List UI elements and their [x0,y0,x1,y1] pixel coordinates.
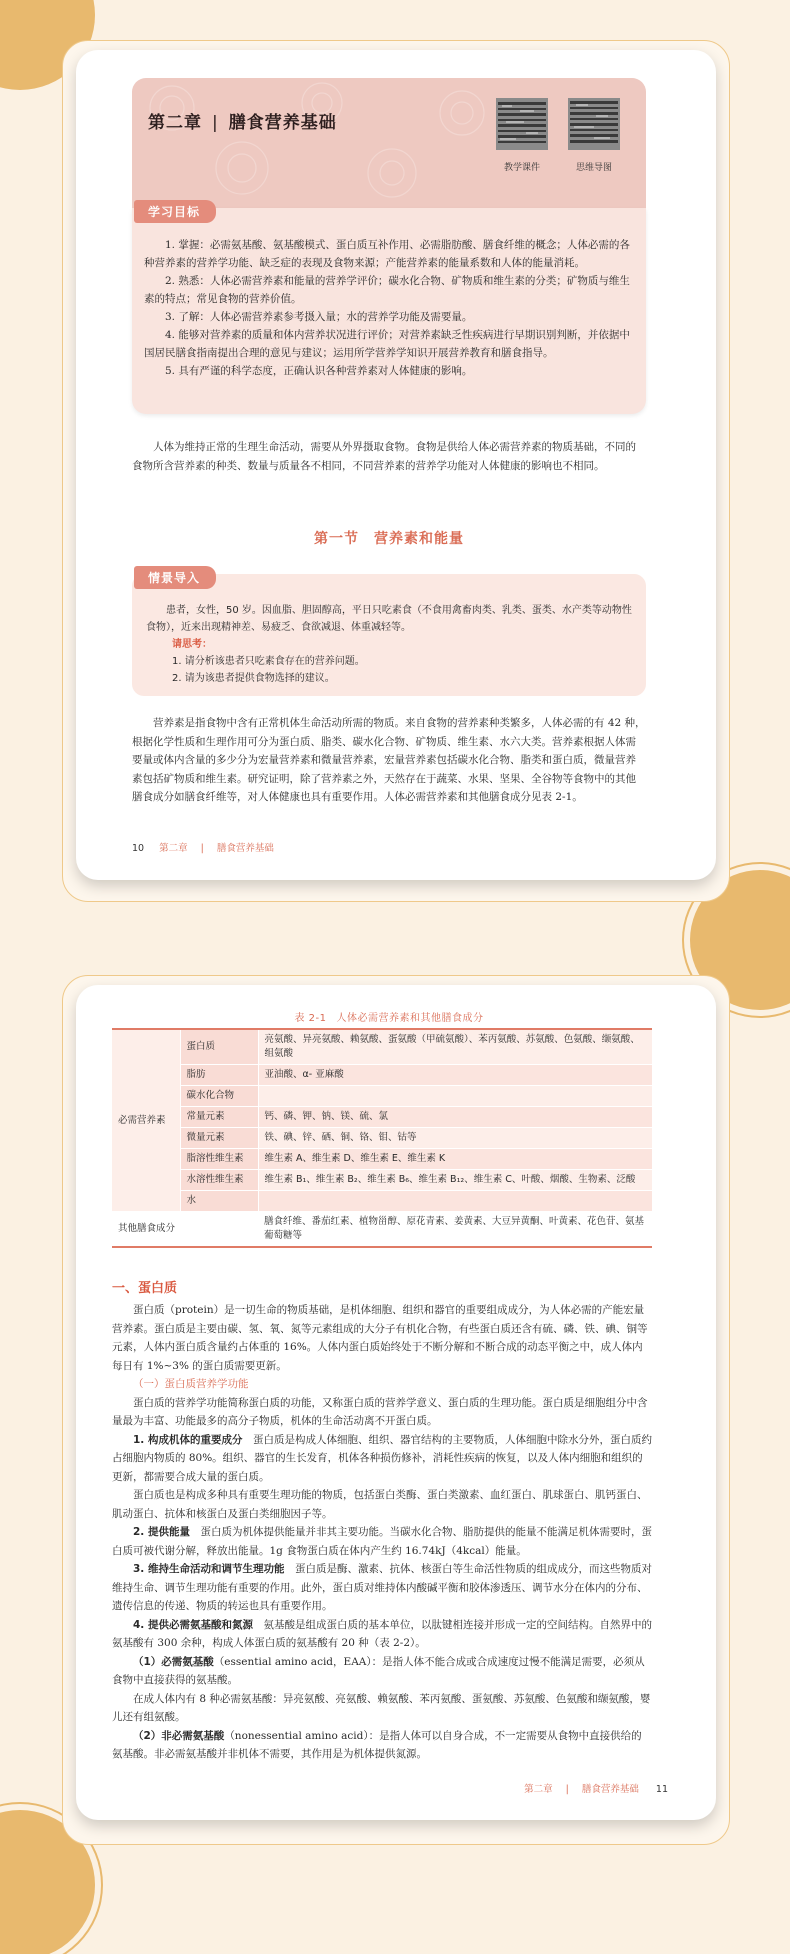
section-title: 第一节 营养素和能量 [314,531,464,547]
table-row [112,1191,652,1212]
table-label: 表 2-1 [294,1013,327,1024]
row-category: 水 [180,1191,258,1212]
row-category: 微量元素 [180,1128,258,1149]
goal-item: 3. 了解：人体必需营养素参考摄入量；水的营养学功能及需要量。 [165,311,473,323]
row-category: 脂溶性维生素 [180,1149,258,1170]
footer-chapter-name: 膳食营养基础 [216,843,274,854]
function-1-title: 1. 构成机体的重要成分 [133,1433,243,1446]
table-caption [132,1009,646,1024]
row-category: 碳水化合物 [180,1086,258,1107]
goal-item: 1. 掌握：必需氨基酸、氨基酸模式、蛋白质互补作用、必需脂肪酸、膳食纤维的概念；人体必需的各种营养素的营养学功能、缺乏症的表现及食物来源；产能营养素的能量系数和人体的能量消耗。 [144,239,630,269]
table-title: 人体必需营养素和其他膳食成分 [336,1013,484,1024]
function-4-title: 4. 提供必需氨基酸和氮源 [133,1618,253,1631]
scenario-tag: 情景导入 [134,566,216,589]
function-2-text: 蛋白质为机体提供能量并非其主要功能。当碳水化合物、脂肪提供的能量不能满足机体需要时，蛋白质可被代谢分解，释放出能量。1g 食物蛋白质在体内产生约 16.74kJ（4kcal）能量。 [112,1526,652,1557]
footer-separator: | [565,1784,569,1795]
goal-item: 5. 具有严谨的科学态度，正确认识各种营养素对人体健康的影响。 [165,365,473,377]
table-row [112,1086,652,1107]
qr-mindmap[interactable] [564,98,624,173]
chapter-name: 膳食营养基础 [228,113,337,133]
row-content [258,1191,652,1212]
page-footer [132,840,274,854]
footer-chapter: 第二章 [159,843,188,854]
qr-caption-courseware: 教学课件 [503,163,540,173]
footer-chapter: 第二章 [524,1784,553,1795]
row-content: 铁、碘、锌、硒、铜、铬、钼、钴等 [258,1128,652,1149]
qr-caption-mindmap: 思维导图 [575,163,612,173]
page-number: 11 [655,1784,668,1795]
eaa-title: （1）必需氨基酸 [133,1655,214,1668]
function-1-extra: 蛋白质也是构成多种具有重要生理功能的物质，包括蛋白类酶、蛋白类激素、血红蛋白、肌球蛋白、肌钙蛋白、肌动蛋白、抗体和核蛋白及蛋白类细胞因子等。 [112,1489,648,1520]
table-row [112,1149,652,1170]
function-4 [112,1616,652,1653]
function-1-text: 蛋白质是构成人体细胞、组织、器官结构的主要物质，人体细胞中除水分外，蛋白质约占细胞内物质的 80%。组织、器官的生长发育，机体各种损伤修补，消耗性疾病的恢复，以及人体内细胞和组织的更新，都需要合成大量的蛋白质。 [112,1433,652,1483]
nutrients-table [112,1028,652,1248]
learning-goals-list [144,236,634,380]
footer-chapter-name: 膳食营养基础 [581,1784,639,1795]
group-essential: 必需营养素 [112,1029,180,1212]
row-category: 脂肪 [180,1065,258,1086]
learning-goals-box [132,208,646,414]
scenario-box [132,574,646,696]
function-3 [112,1560,652,1616]
nutrient-paragraph [132,714,646,807]
protein-body [112,1301,652,1764]
qr-code-icon [568,98,620,150]
qr-courseware[interactable] [492,98,552,173]
row-category: 常量元素 [180,1107,258,1128]
table-row [112,1170,652,1191]
function-2 [112,1523,652,1560]
scenario-case: 患者，女性，50 岁。因血脂、胆固醇高，平日只吃素食（不食用禽畜肉类、乳类、蛋类、水产类等动物性食物），近来出现精神差、易疲乏、食欲减退、体重减轻等。 [146,605,632,633]
group-other: 其他膳食成分 [112,1212,258,1248]
goal-item: 2. 熟悉：人体必需营养素和能量的营养学评价；碳水化合物、矿物质和维生素的分类；矿物质与维生素的特点；常见食物的营养价值。 [144,275,630,305]
row-category: 水溶性维生素 [180,1170,258,1191]
eaa-list: 在成人体内有 8 种必需氨基酸：异亮氨酸、亮氨酸、赖氨酸、苯丙氨酸、蛋氨酸、苏氨酸、色氨酸和缬氨酸，婴儿还有组氨酸。 [112,1692,651,1723]
book-page-10 [76,50,716,880]
table-row [112,1212,652,1248]
row-category: 蛋白质 [180,1029,258,1065]
learning-goals-tag: 学习目标 [134,200,216,223]
protein-intro: 蛋白质（protein）是一切生命的物质基础，是机体细胞、组织和器官的重要组成成分，为人体必需的产能宏量营养素。蛋白质是主要由碳、氢、氧、氮等元素组成的大分子有机化合物，有些蛋白质还含有硫、磷、铁、碘、铜等元素，人体内蛋白质含量约占体重的 16%。人体内蛋白质始终处于不断分解和不断合成的动态平衡之中，成人体内每日有 1%~3% 的蛋白质需要更新。 [112,1304,648,1372]
intro-text: 人体为维持正常的生理生命活动，需要从外界摄取食物。食物是供给人体必需营养素的物质基础，不同的食物所含营养素的种类、数量与质量各不相同，不同营养素的营养学功能对人体健康的影响也不相同。 [132,441,636,472]
row-content: 维生素 A、维生素 D、维生素 E、维生素 K [258,1149,652,1170]
scenario-text [146,602,636,687]
row-content: 亚油酸、α- 亚麻酸 [258,1065,652,1086]
row-content: 亮氨酸、异亮氨酸、赖氨酸、蛋氨酸（甲硫氨酸）、苯丙氨酸、苏氨酸、色氨酸、缬氨酸、组氨酸 [258,1029,652,1065]
function-3-title: 3. 维持生命活动和调节生理功能 [133,1563,285,1575]
book-page-11 [76,985,716,1820]
chapter-title [148,108,337,133]
chapter-header [132,78,646,208]
heading-protein: 一、蛋白质 [112,1281,178,1296]
function-3-text: 蛋白质是酶、激素、抗体、核蛋白等生命活性物质的组成成分，而这些物质对维持生命、调节生理功能有重要的作用。此外，蛋白质对维持体内酸碱平衡和胶体渗透压、调节水分在体内的分布、遗传信息的传递、物质的转运也具有重要作用。 [112,1563,652,1612]
table-row [112,1128,652,1149]
eaa-text: （essential amino acid，EAA）：是指人体不能合成或合成速度过慢不能满足需要，必须从食物中直接获得的氨基酸。 [112,1655,645,1686]
neaa-text: （nonessential amino acid）：是指人体可以自身合成，不一定需要从食物中直接供给的氨基酸。非必需氨基酸并非机体不需要，其作用是为机体提供氮源。 [112,1729,642,1760]
intro-paragraph [132,438,646,475]
page-footer [524,1781,668,1795]
chapter-separator: | [212,113,219,133]
row-content: 维生素 B₁、维生素 B₂、维生素 B₆、维生素 B₁₂、维生素 C、叶酸、烟酸、生物素、泛酸 [258,1170,652,1191]
function-2-title: 2. 提供能量 [133,1526,190,1538]
table-row [112,1065,652,1086]
neaa-title: （2）非必需氨基酸 [133,1729,225,1742]
chapter-number: 第二章 [148,113,202,133]
nonessential-amino-acid [112,1727,652,1764]
row-content: 膳食纤维、番茄红素、植物甾醇、原花青素、姜黄素、大豆异黄酮、叶黄素、花色苷、氨基葡萄糖等 [258,1212,652,1248]
footer-separator: | [200,843,204,854]
row-content: 钙、磷、钾、钠、镁、硫、氯 [258,1107,652,1128]
function-4-text: 氨基酸是组成蛋白质的基本单位，以肽键相连接并形成一定的空间结构。自然界中的氨基酸有 300 余种，构成人体蛋白质的氨基酸有 20 种（表 2-2）。 [112,1618,652,1649]
qr-code-icon [496,98,548,150]
scenario-question: 2. 请为该患者提供食物选择的建议。 [172,673,335,684]
table-row [112,1107,652,1128]
goal-item: 4. 能够对营养素的质量和体内营养状况进行评价；对营养素缺乏性疾病进行早期识别判断，并依据中国居民膳食指南提出合理的意见与建议；运用所学营养学知识开展营养教育和膳食指导。 [144,329,630,359]
think-label: 请思考： [172,639,212,650]
table-row [112,1029,652,1065]
row-content [258,1086,652,1107]
nutrient-text: 营养素是指食物中含有正常机体生命活动所需的物质。来自食物的营养素种类繁多，人体必需的有 42 种，根据化学性质和生理作用可分为蛋白质、脂类、碳水化合物、矿物质、维生素、水六大类。营养素根据人体需要量或体内含量的多少分为宏量营养素和微量营养素，宏量营养素包括碳水化合物、脂类和蛋白质，微量营养素包括矿物质和维生素。研究证明，除了营养素之外，天然存在于蔬菜、水果、坚果、全谷物等食物中的其他膳食成分如膳食纤维等，对人体健康也具有重要作用。人体必需营养素和其他膳食成分见表 2-1。 [132,717,646,803]
essential-amino-acid [112,1653,652,1690]
function-1 [112,1431,652,1487]
page-number: 10 [132,843,145,854]
protein-function-intro: 蛋白质的营养学功能简称蛋白质的功能，又称蛋白质的营养学意义、蛋白质的生理功能。蛋白质是细胞组分中含量最为丰富、功能最多的高分子物质，机体的生命活动离不开蛋白质。 [112,1396,648,1427]
sub-heading-functions: （一）蛋白质营养学功能 [133,1378,249,1390]
scenario-question: 1. 请分析该患者只吃素食存在的营养问题。 [172,656,365,667]
